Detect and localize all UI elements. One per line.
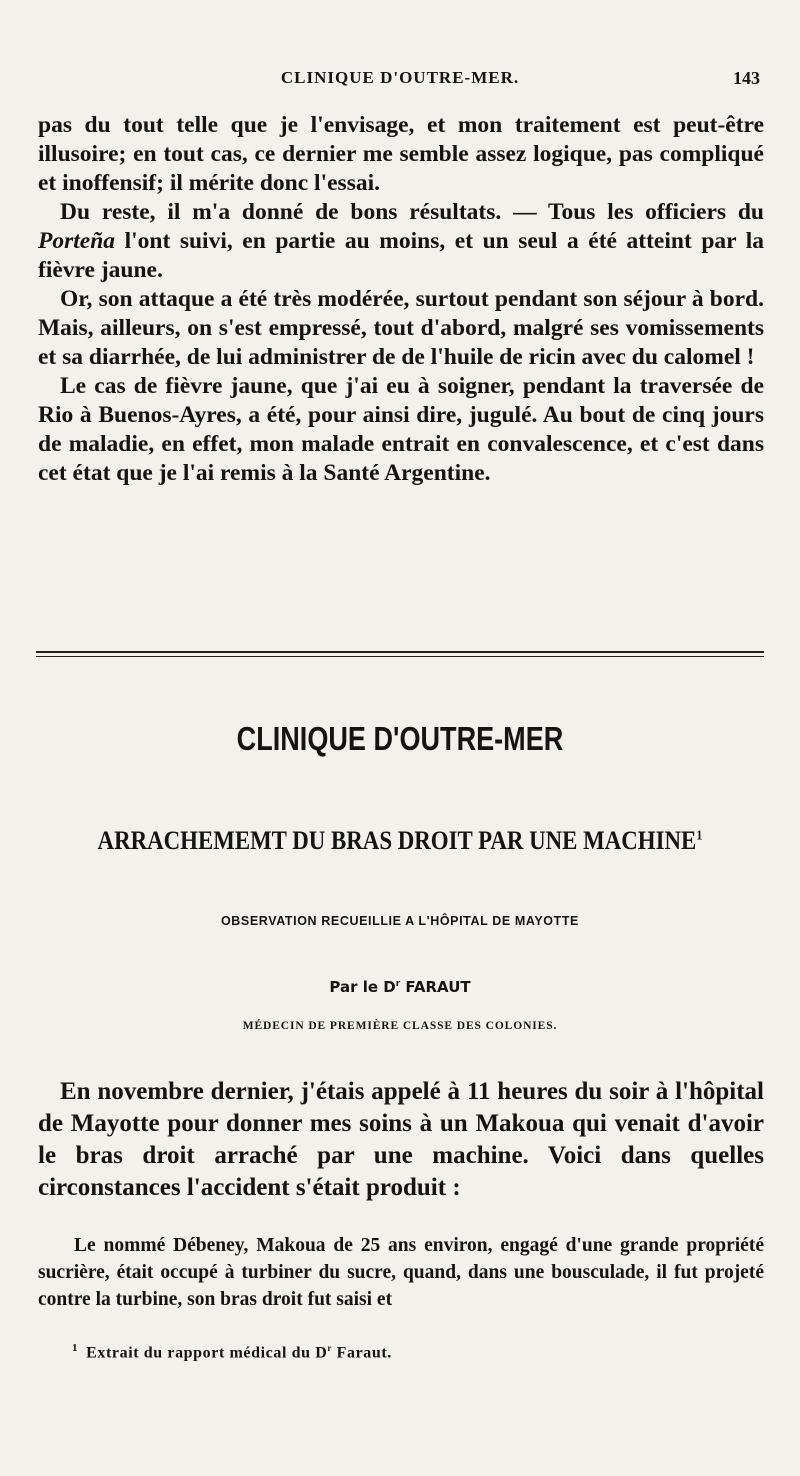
running-title: CLINIQUE D'OUTRE-MER.	[280, 68, 520, 87]
paragraph: Or, son attaque a été très modérée, surtout pendant son séjour à bord. Mais, ailleurs, on s'est empressé, tout d'abord, malgré ses vomissements et sa diarrhée, de lui administrer de de l'huile de ricin avec du calomel !	[38, 286, 764, 370]
paragraph-text: Du reste, il m'a donné de bons résultats. — Tous les officiers du	[60, 199, 764, 225]
paragraph	[38, 198, 764, 285]
author-name: FARAUT	[405, 978, 471, 996]
paragraph-text: l'ont suivi, en partie au moins, et un seul a été atteint par la fièvre jaune.	[38, 228, 764, 283]
section-divider	[36, 656, 764, 657]
footnote-marker: 1	[696, 828, 703, 844]
section-title: CLINIQUE D'OUTRE-MER	[236, 720, 564, 757]
author-affiliation: MÉDECIN DE PREMIÈRE CLASSE DES COLONIES.	[242, 1020, 558, 1032]
observation-paragraph: Le nommé Débeney, Makoua de 25 ans environ, engagé d'une grande propriété sucrière, était occupé à turbiner du sucre, quand, dans une bousculade, il fut projeté contre la turbine, son bras droit fut saisi et	[38, 1235, 764, 1310]
author-prefix: Par le D	[329, 978, 396, 996]
continued-text	[38, 111, 764, 488]
running-head	[40, 68, 760, 96]
footnote	[72, 1342, 762, 1362]
article-subtitle: OBSERVATION RECUEILLIE A L'HÔPITAL DE MAYOTTE	[220, 914, 579, 928]
author-line	[0, 978, 800, 996]
footnote-text: Extrait du rapport médical du D	[86, 1344, 328, 1362]
footnote-text: Faraut.	[332, 1344, 392, 1362]
section-divider	[36, 651, 764, 653]
ship-name: Porteña	[38, 228, 116, 254]
lead-paragraph: En novembre dernier, j'étais appelé à 11 heures du soir à l'hôpital de Mayotte pour donner mes soins à un Makoua qui venait d'avoir le bras droit arraché par une machine. Voici dans quelles circonstances l'accident s'était produit :	[38, 1078, 764, 1201]
author-title-sup: r	[395, 979, 401, 989]
paragraph: pas du tout telle que je l'envisage, et mon traitement est peut-être illusoire; en tout cas, ce dernier me semble assez logique, pas compliqué et inoffensif; il mérite donc l'essai.	[38, 112, 764, 196]
article-title	[48, 826, 752, 856]
paragraph: Le cas de fièvre jaune, que j'ai eu à soigner, pendant la traversée de Rio à Buenos-Ayres, a été, pour ainsi dire, jugulé. Au bout de cinq jours de maladie, en effet, mon malade entrait en convalescence, et c'est dans cet état que je l'ai remis à la Santé Argentine.	[38, 373, 764, 486]
page-number: 143	[733, 68, 760, 88]
footnote-title-sup: r	[327, 1343, 332, 1353]
footnote-number: 1	[72, 1342, 79, 1354]
article-title-text: ARRACHEMEMT DU BRAS DROIT PAR UNE MACHINE	[97, 826, 697, 855]
